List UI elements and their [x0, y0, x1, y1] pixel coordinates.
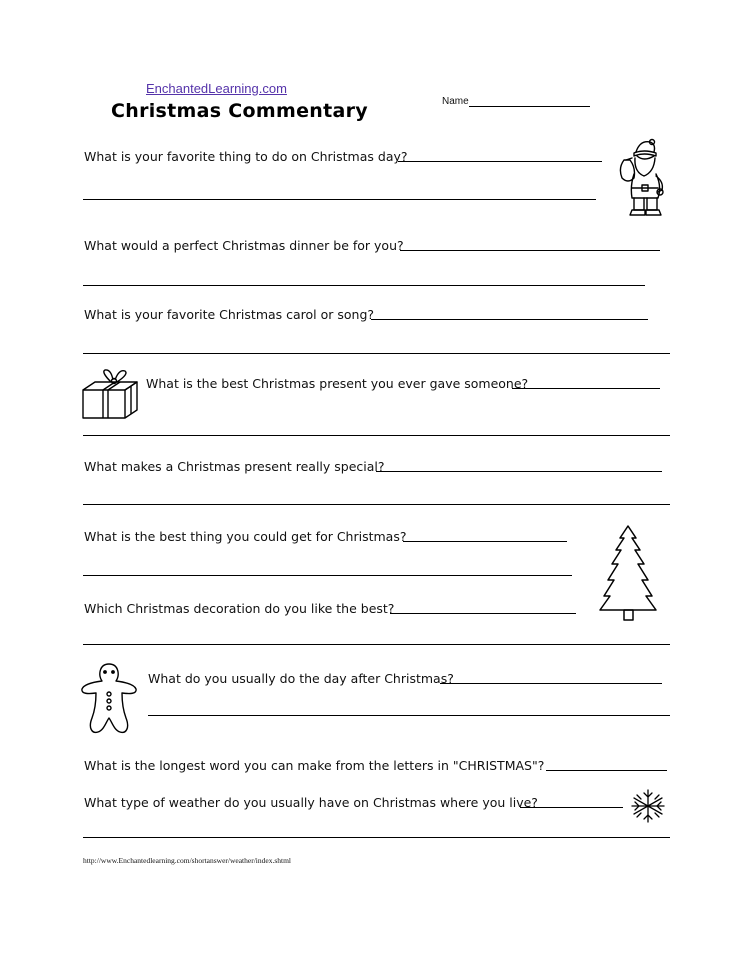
- answer-line-2b[interactable]: [83, 285, 645, 286]
- santa-icon: [616, 138, 672, 218]
- question-1: What is your favorite thing to do on Christmas day?: [84, 149, 408, 164]
- name-answer-line[interactable]: [469, 106, 590, 107]
- answer-line-6b[interactable]: [83, 575, 572, 576]
- answer-line-10a[interactable]: [520, 807, 623, 808]
- answer-line-4a[interactable]: [512, 388, 660, 389]
- question-10: What type of weather do you usually have on Christmas where you live?: [84, 795, 538, 810]
- answer-line-4b[interactable]: [83, 435, 670, 436]
- worksheet-title: Christmas Commentary: [111, 100, 368, 122]
- snowflake-icon: [630, 788, 666, 824]
- answer-line-3b[interactable]: [83, 353, 670, 354]
- answer-line-5b[interactable]: [83, 504, 670, 505]
- answer-line-10b[interactable]: [83, 837, 670, 838]
- answer-line-1b[interactable]: [83, 199, 596, 200]
- question-6: What is the best thing you could get for Christmas?: [84, 529, 407, 544]
- answer-line-9a[interactable]: [546, 770, 667, 771]
- question-8: What do you usually do the day after Christmas?: [148, 671, 454, 686]
- answer-line-8a[interactable]: [440, 683, 662, 684]
- footer-url: http://www.Enchantedlearning.com/shortanswer/weather/index.shtml: [83, 856, 292, 865]
- answer-line-6a[interactable]: [403, 541, 567, 542]
- question-3: What is your favorite Christmas carol or song?: [84, 307, 375, 322]
- answer-line-2a[interactable]: [400, 250, 660, 251]
- question-9: What is the longest word you can make from the letters in "CHRISTMAS"?: [84, 758, 545, 773]
- enchanted-learning-link[interactable]: EnchantedLearning.com: [146, 81, 287, 96]
- name-label: Name: [442, 96, 469, 107]
- answer-line-5a[interactable]: [376, 471, 662, 472]
- gift-icon: [81, 370, 143, 420]
- answer-line-7a[interactable]: [390, 613, 576, 614]
- answer-line-7b[interactable]: [83, 644, 670, 645]
- question-7: Which Christmas decoration do you like the best?: [84, 601, 395, 616]
- answer-line-8b[interactable]: [148, 715, 670, 716]
- gingerbread-man-icon: [78, 662, 140, 736]
- question-4: What is the best Christmas present you ever gave someone?: [146, 376, 529, 391]
- question-2: What would a perfect Christmas dinner be for you?: [84, 238, 404, 253]
- answer-line-3a[interactable]: [371, 319, 648, 320]
- answer-line-1a[interactable]: [398, 161, 602, 162]
- christmas-tree-icon: [596, 524, 660, 624]
- question-5: What makes a Christmas present really special?: [84, 459, 385, 474]
